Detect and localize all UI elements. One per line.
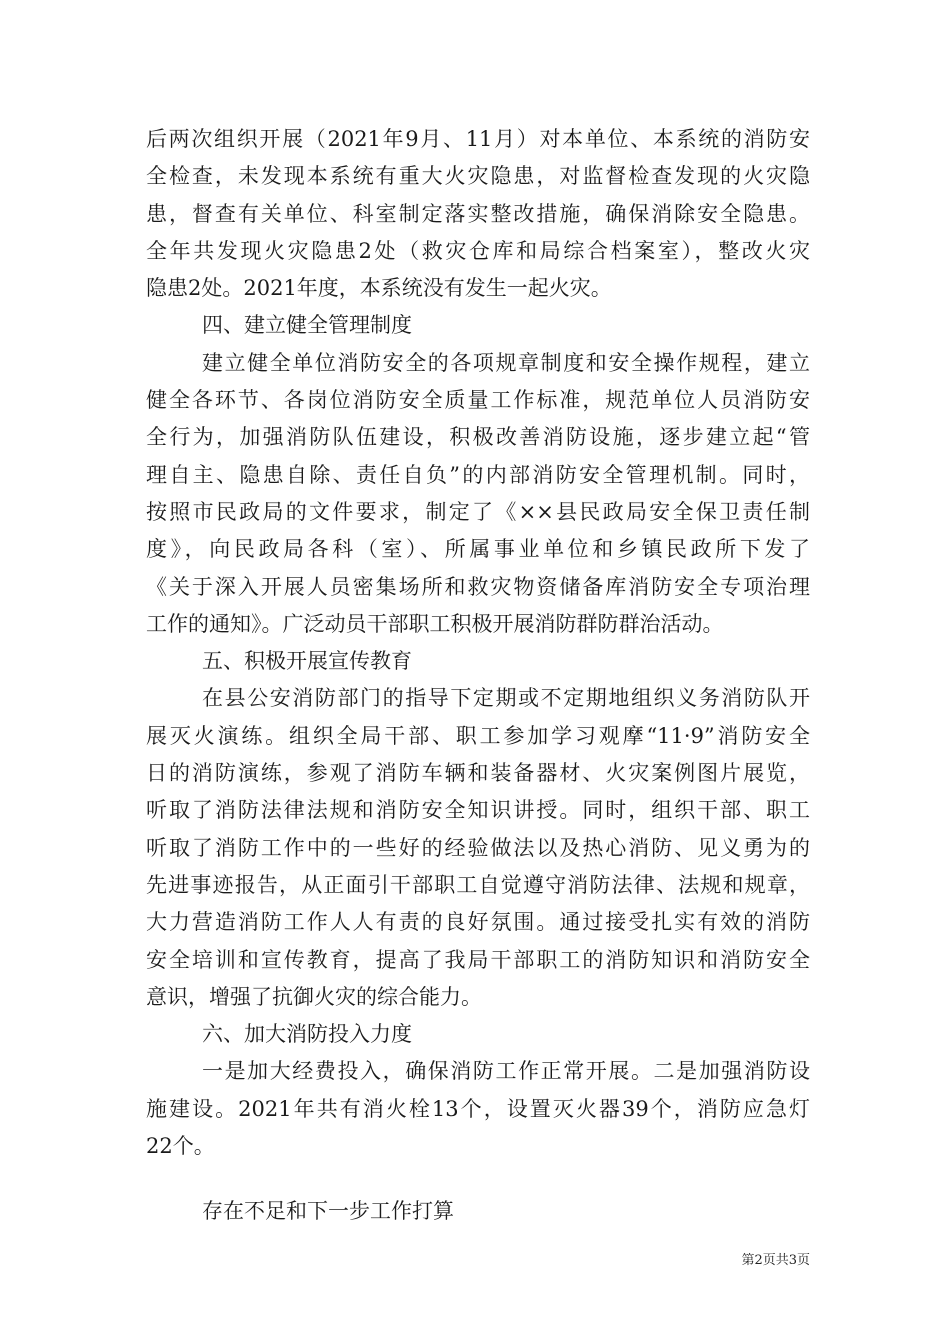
paragraph-gap [146,1165,810,1193]
text-line: 全年共发现火灾隐患2处（救灾仓库和局综合档案室），整改火灾 [146,238,810,263]
text-line: 展灭火演练。组织全局干部、职工参加学习观摩“11·9”消防安全 [146,723,810,748]
section-heading: 存在不足和下一步工作打算 [202,1199,454,1224]
text-line: 理自主、隐患自除、责任自负”的内部消防安全管理机制。同时， [146,462,810,487]
text-line: 听取了消防工作中的一些好的经验做法以及热心消防、见义勇为的 [146,835,810,860]
document-body [146,121,810,1231]
text-line: 在县公安消防部门的指导下定期或不定期地组织义务消防队开 [202,686,810,711]
section-heading: 六、加大消防投入力度 [202,1022,412,1047]
text-line: 工作的通知》。广泛动员干部职工积极开展消防群防群治活动。 [146,611,724,636]
text-line: 全检查，未发现本系统有重大火灾隐患，对监督检查发现的火灾隐 [146,164,810,189]
text-line: 先进事迹报告，从正面引干部职工自觉遵守消防法律、法规和规章， [146,872,810,897]
text-line: 意识，增强了抗御火灾的综合能力。 [146,984,482,1009]
text-line: 《关于深入开展人员密集场所和救灾物资储备库消防安全专项治理 [146,574,810,599]
page-number: 第2页共3页 [741,1253,810,1268]
text-line: 施建设。2021年共有消火栓13个，设置灭火器39个，消防应急灯 [146,1096,810,1121]
text-line: 度》，向民政局各科（室）、所属事业单位和乡镇民政所下发了 [146,537,810,562]
text-line: 全行为，加强消防队伍建设，积极改善消防设施，逐步建立起“管 [146,425,810,450]
text-line: 健全各环节、各岗位消防安全质量工作标准，规范单位人员消防安 [146,388,810,413]
text-line: 后两次组织开展（2021年9月、11月）对本单位、本系统的消防安 [146,127,810,151]
text-line: 日的消防演练，参观了消防车辆和装备器材、火灾案例图片展览， [146,761,810,786]
section-heading: 四、建立健全管理制度 [202,313,412,338]
text-line: 听取了消防法律法规和消防安全知识讲授。同时，组织干部、职工 [146,798,810,823]
section-heading: 五、积极开展宣传教育 [202,649,412,674]
text-line: 患，督查有关单位、科室制定落实整改措施，确保消除安全隐患。 [146,201,810,226]
text-line: 大力营造消防工作人人有责的良好氛围。通过接受扎实有效的消防 [146,910,810,935]
text-line: 安全培训和宣传教育，提高了我局干部职工的消防知识和消防安全 [146,947,810,972]
text-line: 一是加大经费投入，确保消防工作正常开展。二是加强消防设 [202,1059,810,1084]
text-line: 按照市民政局的文件要求，制定了《××县民政局安全保卫责任制 [146,499,810,524]
text-line: 建立健全单位消防安全的各项规章制度和安全操作规程，建立 [202,350,810,375]
text-line: 22个。 [146,1134,215,1159]
text-line: 隐患2处。2021年度，本系统没有发生一起火灾。 [146,276,612,301]
